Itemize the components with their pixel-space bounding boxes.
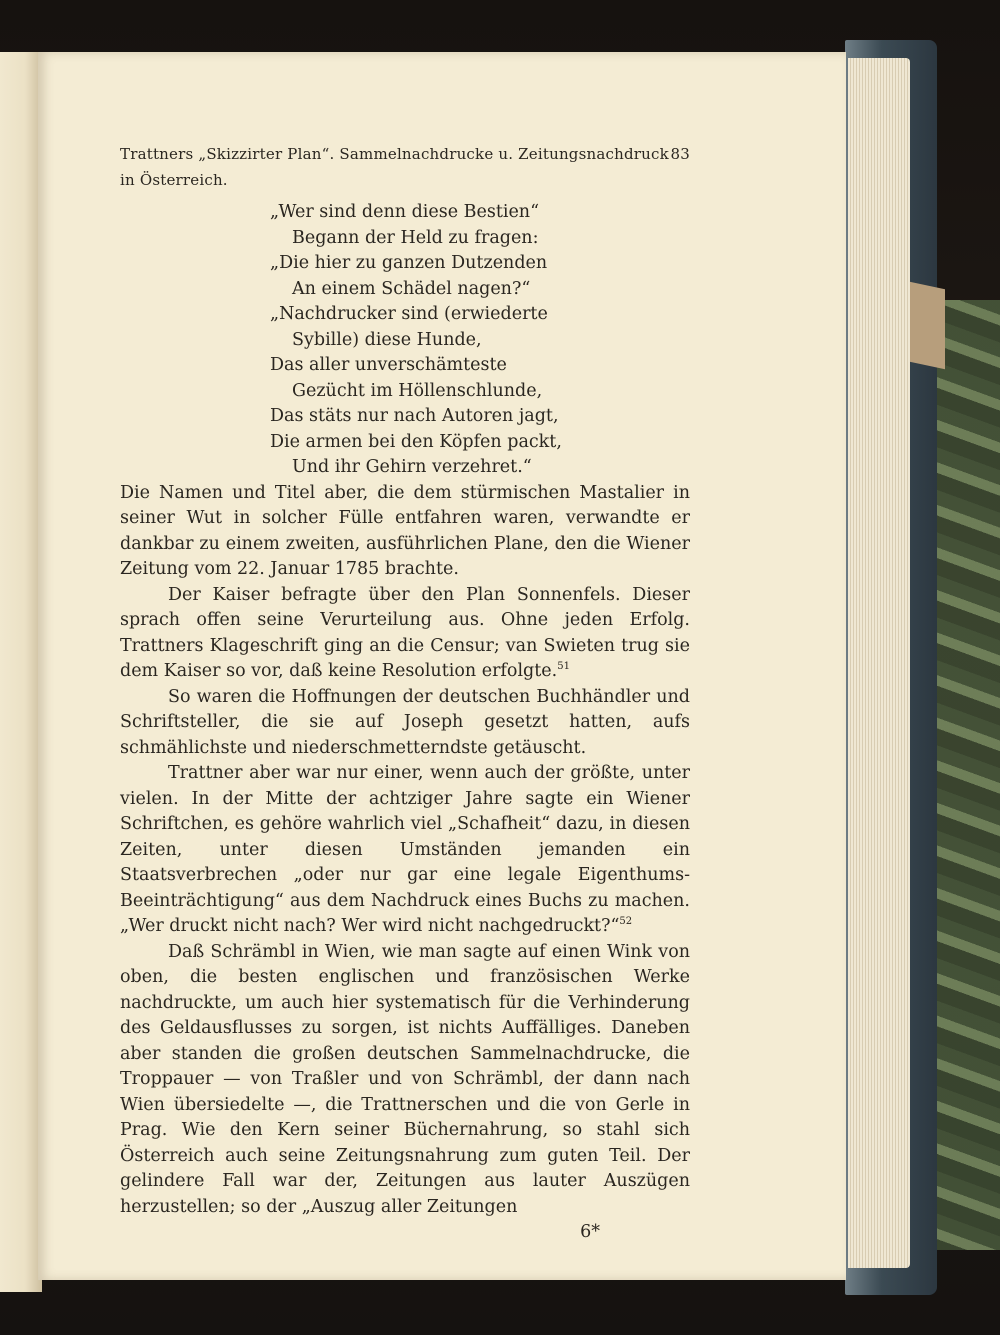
prose (120, 481, 690, 1246)
poem-line: Die armen bei den Köpfen packt, (270, 431, 562, 452)
poem (270, 200, 690, 481)
paragraph: Die Namen und Titel aber, die dem stürmischen Mastalier in seiner Wut in solcher Fülle entfahren waren, verwandte er dankbar zu einem zweiten, ausführlichen Plane, den die Wiener Zeitung vom 22. Januar 1785 brachte. (120, 482, 690, 579)
page-number: 83 (670, 145, 690, 163)
page-fore-edge (848, 58, 910, 1268)
paragraph: Daß Schrämbl in Wien, wie man sagte auf einen Wink von oben, die besten englischen und französischen Werke nachdruckte, um auch hier systematisch für die Verhinderung des Geldausflusses zu sorgen, ist nichts Auffälliges. Daneben aber standen die großen deutschen Sammelnachdrucke, die Troppauer — von Traßler und von Schrämbl, der dann nach Wien übersiedelte —, die Trattnerschen und die von Gerle in Prag. Wie den Kern seiner Büchernahrung, so stahl sich Österreich auch seine Zeitungsnahrung zum guten Teil. Der gelindere Fall war der, Zeitungen aus lauter Auszügen herzustellen; so der „Auszug aller Zeitungen (120, 941, 690, 1217)
poem-line: An einem Schädel nagen?“ (292, 278, 531, 299)
left-page-edge (0, 52, 42, 1292)
running-head-title: Trattners „Skizzirter Plan“. Sammelnachdrucke u. Zeitungsnachdruck in Österreich. (120, 145, 669, 189)
paragraph (120, 761, 690, 940)
footnote-ref: 51 (557, 661, 570, 673)
page-text (120, 142, 690, 1246)
paragraph (120, 583, 690, 685)
paragraph-text: Trattner aber war nur einer, wenn auch der größte, unter vielen. In der Mitte der achtziger Jahre sagte ein Wiener Schriftchen, es gehöre wahrlich viel „Schafheit“ dazu, in diesen Zeiten, unter diesen Umständen jemanden ein Staatsverbrechen „oder nur gar eine legale Eigenthums-Beeinträchtigung“ aus dem Nachdruck eines Buchs zu machen. „Wer druckt nicht nach? Wer wird nicht nachgedruckt?“ (120, 763, 690, 936)
poem-line: Sybille) diese Hunde, (292, 329, 482, 350)
paragraph: So waren die Hoffnungen der deutschen Buchhändler und Schriftsteller, die sie auf Joseph gesetzt hatten, aufs schmählichste und niederschmetterndste getäuscht. (120, 686, 690, 758)
poem-line: „Die hier zu ganzen Dutzenden (270, 253, 548, 273)
paragraph-text: Der Kaiser befragte über den Plan Sonnenfels. Dieser sprach offen seine Verurteilung aus. Ohne jeden Erfolg. Trattners Klageschrift ging an die Censur; van Swieten trug sie dem Kaiser so vor, daß keine Resolution erfolgte. (120, 584, 690, 681)
poem-line: Und ihr Gehirn verzehret.“ (292, 457, 532, 477)
poem-line: Das aller unverschämteste (270, 355, 507, 375)
poem-line: Gezücht im Höllenschlunde, (292, 380, 543, 401)
poem-line: Das stäts nur nach Autoren jagt, (270, 406, 559, 426)
running-head (120, 142, 690, 193)
footnote-ref: 52 (619, 916, 633, 928)
poem-line: „Wer sind denn diese Bestien“ (270, 202, 540, 222)
book-page (38, 52, 846, 1280)
signature-mark: 6* (580, 1222, 600, 1242)
cover-corner-wear (905, 281, 945, 370)
poem-line: „Nachdrucker sind (erwiederte (270, 304, 548, 324)
poem-line: Begann der Held zu fragen: (292, 227, 539, 248)
